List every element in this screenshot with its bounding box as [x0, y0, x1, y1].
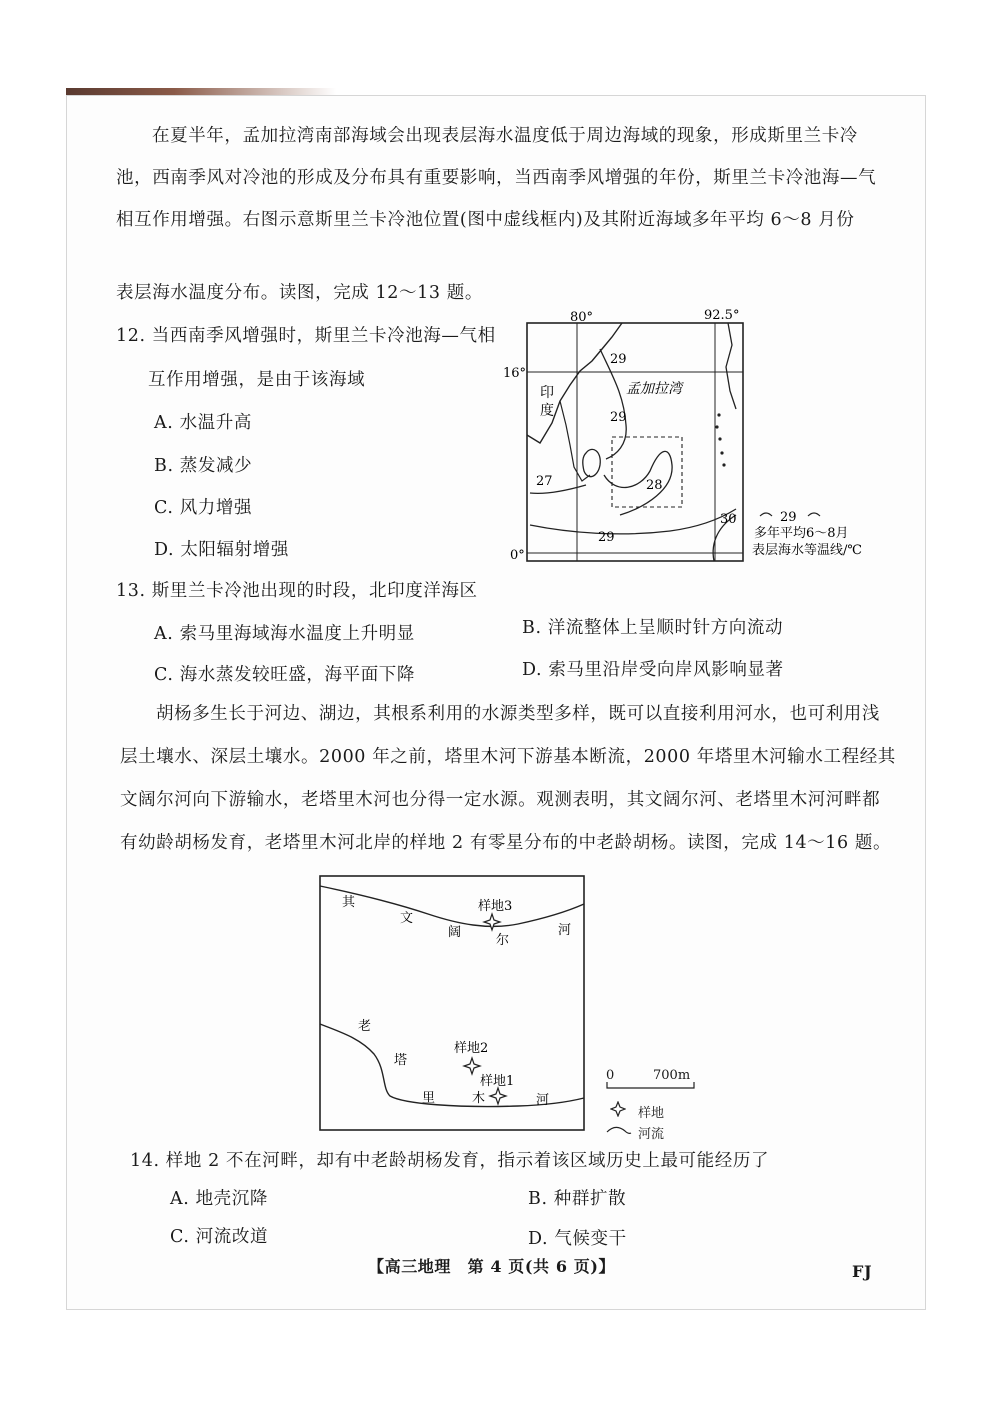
- sri-lanka-island: [583, 449, 601, 476]
- scale-bar: [606, 1082, 696, 1090]
- q13-option-d[interactable]: D. 索马里沿岸受向岸风影响显著: [522, 660, 784, 680]
- legend-river-label: 河流: [638, 1127, 665, 1142]
- q14-option-b[interactable]: B. 种群扩散: [528, 1189, 627, 1209]
- passage1-line-3: 相互作用增强。右图示意斯里兰卡冷池位置(图中虚线框内)及其附近海域多年平均 6～8 月份: [116, 210, 855, 230]
- legend-isotherm-value: 29: [780, 510, 797, 525]
- isotherm-29-south: [530, 509, 736, 534]
- q12-option-a[interactable]: A. 水温升高: [154, 413, 252, 433]
- map1-frame: [527, 323, 743, 561]
- qiwenkuoer-river: [320, 886, 584, 926]
- q14-option-d[interactable]: D. 气候变干: [528, 1229, 627, 1249]
- river1-char-5: 河: [558, 923, 572, 938]
- river2-char-4: 木: [472, 1091, 486, 1106]
- legend-line-2: 表层海水等温线/℃: [752, 543, 862, 558]
- site2-label: 样地2: [454, 1041, 489, 1056]
- india-coast: [527, 323, 622, 443]
- label-lon-92-5: 92.5°: [704, 308, 740, 323]
- river2-char-2: 塔: [394, 1053, 408, 1068]
- isotherm-label-30: 30: [720, 512, 737, 527]
- myanmar-coast: [726, 323, 736, 409]
- isotherm-label-29-mid: 29: [610, 410, 627, 425]
- river1-char-4: 尔: [496, 933, 510, 948]
- river2-char-3: 里: [422, 1091, 436, 1106]
- india-coast-south: [560, 401, 590, 481]
- passage1-line-2: 池，西南季风对冷池的形成及分布具有重要影响，当西南季风增强的年份，斯里兰卡冷池海—气: [116, 168, 877, 188]
- isotherm-label-29-bottom: 29: [598, 530, 615, 545]
- q12-option-d[interactable]: D. 太阳辐射增强: [154, 540, 289, 560]
- map2-frame: [320, 876, 584, 1130]
- q13-stem: 13. 斯里兰卡冷池出现的时段，北印度洋海区: [116, 581, 478, 601]
- passage1-line-4: 表层海水温度分布。读图，完成 12～13 题。: [116, 283, 483, 303]
- legend-site-label: 样地: [638, 1106, 665, 1121]
- river1-char-2: 文: [400, 911, 414, 926]
- river2-char-1: 老: [358, 1019, 372, 1034]
- river2-char-5: 河: [536, 1093, 550, 1108]
- q14-option-a[interactable]: A. 地壳沉降: [170, 1189, 268, 1209]
- sri-lanka-cold-pool-map: [500, 305, 900, 575]
- passage2-line-1: 胡杨多生长于河边、湖边，其根系利用的水源类型多样，既可以直接利用河水，也可利用浅: [156, 704, 880, 724]
- site3-star-icon: [484, 914, 500, 930]
- q12-stem-line1: 12. 当西南季风增强时，斯里兰卡冷池海—气相: [116, 326, 496, 346]
- tarim-river-sites-map: [318, 874, 586, 1134]
- scale-zero: 0: [606, 1068, 615, 1083]
- legend-site-star-icon: [610, 1101, 626, 1117]
- label-india-1: 印: [540, 385, 554, 401]
- label-lon-80: 80°: [570, 310, 594, 325]
- isotherm-label-29-top: 29: [610, 352, 627, 367]
- river1-char-1: 其: [342, 895, 356, 910]
- passage2-line-4: 有幼龄胡杨发育，老塔里木河北岸的样地 2 有零星分布的中老龄胡杨。读图，完成 14～16 题。: [120, 833, 892, 853]
- label-india-2: 度: [540, 403, 554, 419]
- q14-stem: 14. 样地 2 不在河畔，却有中老龄胡杨发育，指示着该区域历史上最可能经历了: [130, 1151, 770, 1171]
- label-lat-0: 0°: [510, 548, 525, 563]
- label-lat-16: 16°: [503, 366, 527, 381]
- passage2-line-3: 文阔尔河向下游输水，老塔里木河也分得一定水源。观测表明，其文阔尔河、老塔里木河河畔都: [120, 790, 881, 810]
- site1-star-icon: [490, 1088, 506, 1104]
- label-bay-of-bengal: 孟加拉湾: [626, 381, 682, 397]
- isotherm-label-27: 27: [536, 474, 553, 489]
- passage2-line-2: 层土壤水、深层土壤水。2000 年之前，塔里木河下游基本断流，2000 年塔里木河输水工程经其: [120, 747, 896, 767]
- q14-option-c[interactable]: C. 河流改道: [170, 1227, 269, 1247]
- q13-option-b[interactable]: B. 洋流整体上呈顺时针方向流动: [522, 618, 784, 638]
- q13-option-c[interactable]: C. 海水蒸发较旺盛，海平面下降: [154, 665, 415, 685]
- site3-label: 样地3: [478, 899, 513, 914]
- edition-code: FJ: [852, 1262, 873, 1281]
- passage1-line-1: 在夏半年，孟加拉湾南部海域会出现表层海水温度低于周边海域的现象，形成斯里兰卡冷: [152, 126, 858, 146]
- river1-char-3: 阔: [448, 925, 462, 940]
- site2-star-icon: [464, 1058, 480, 1074]
- q13-option-a[interactable]: A. 索马里海域海水温度上升明显: [154, 624, 415, 644]
- legend-river-line-icon: [606, 1126, 632, 1136]
- q12-option-b[interactable]: B. 蒸发减少: [154, 456, 253, 476]
- legend-line-1: 多年平均6～8月: [754, 526, 849, 541]
- q12-option-c[interactable]: C. 风力增强: [154, 498, 253, 518]
- scale-distance: 700m: [653, 1068, 691, 1083]
- q12-stem-line2: 互作用增强，是由于该海域: [148, 370, 366, 390]
- page-footer: 【高三地理 第 4 页(共 6 页)】: [368, 1257, 616, 1276]
- site1-label: 样地1: [480, 1074, 515, 1089]
- isotherm-label-28: 28: [646, 478, 663, 493]
